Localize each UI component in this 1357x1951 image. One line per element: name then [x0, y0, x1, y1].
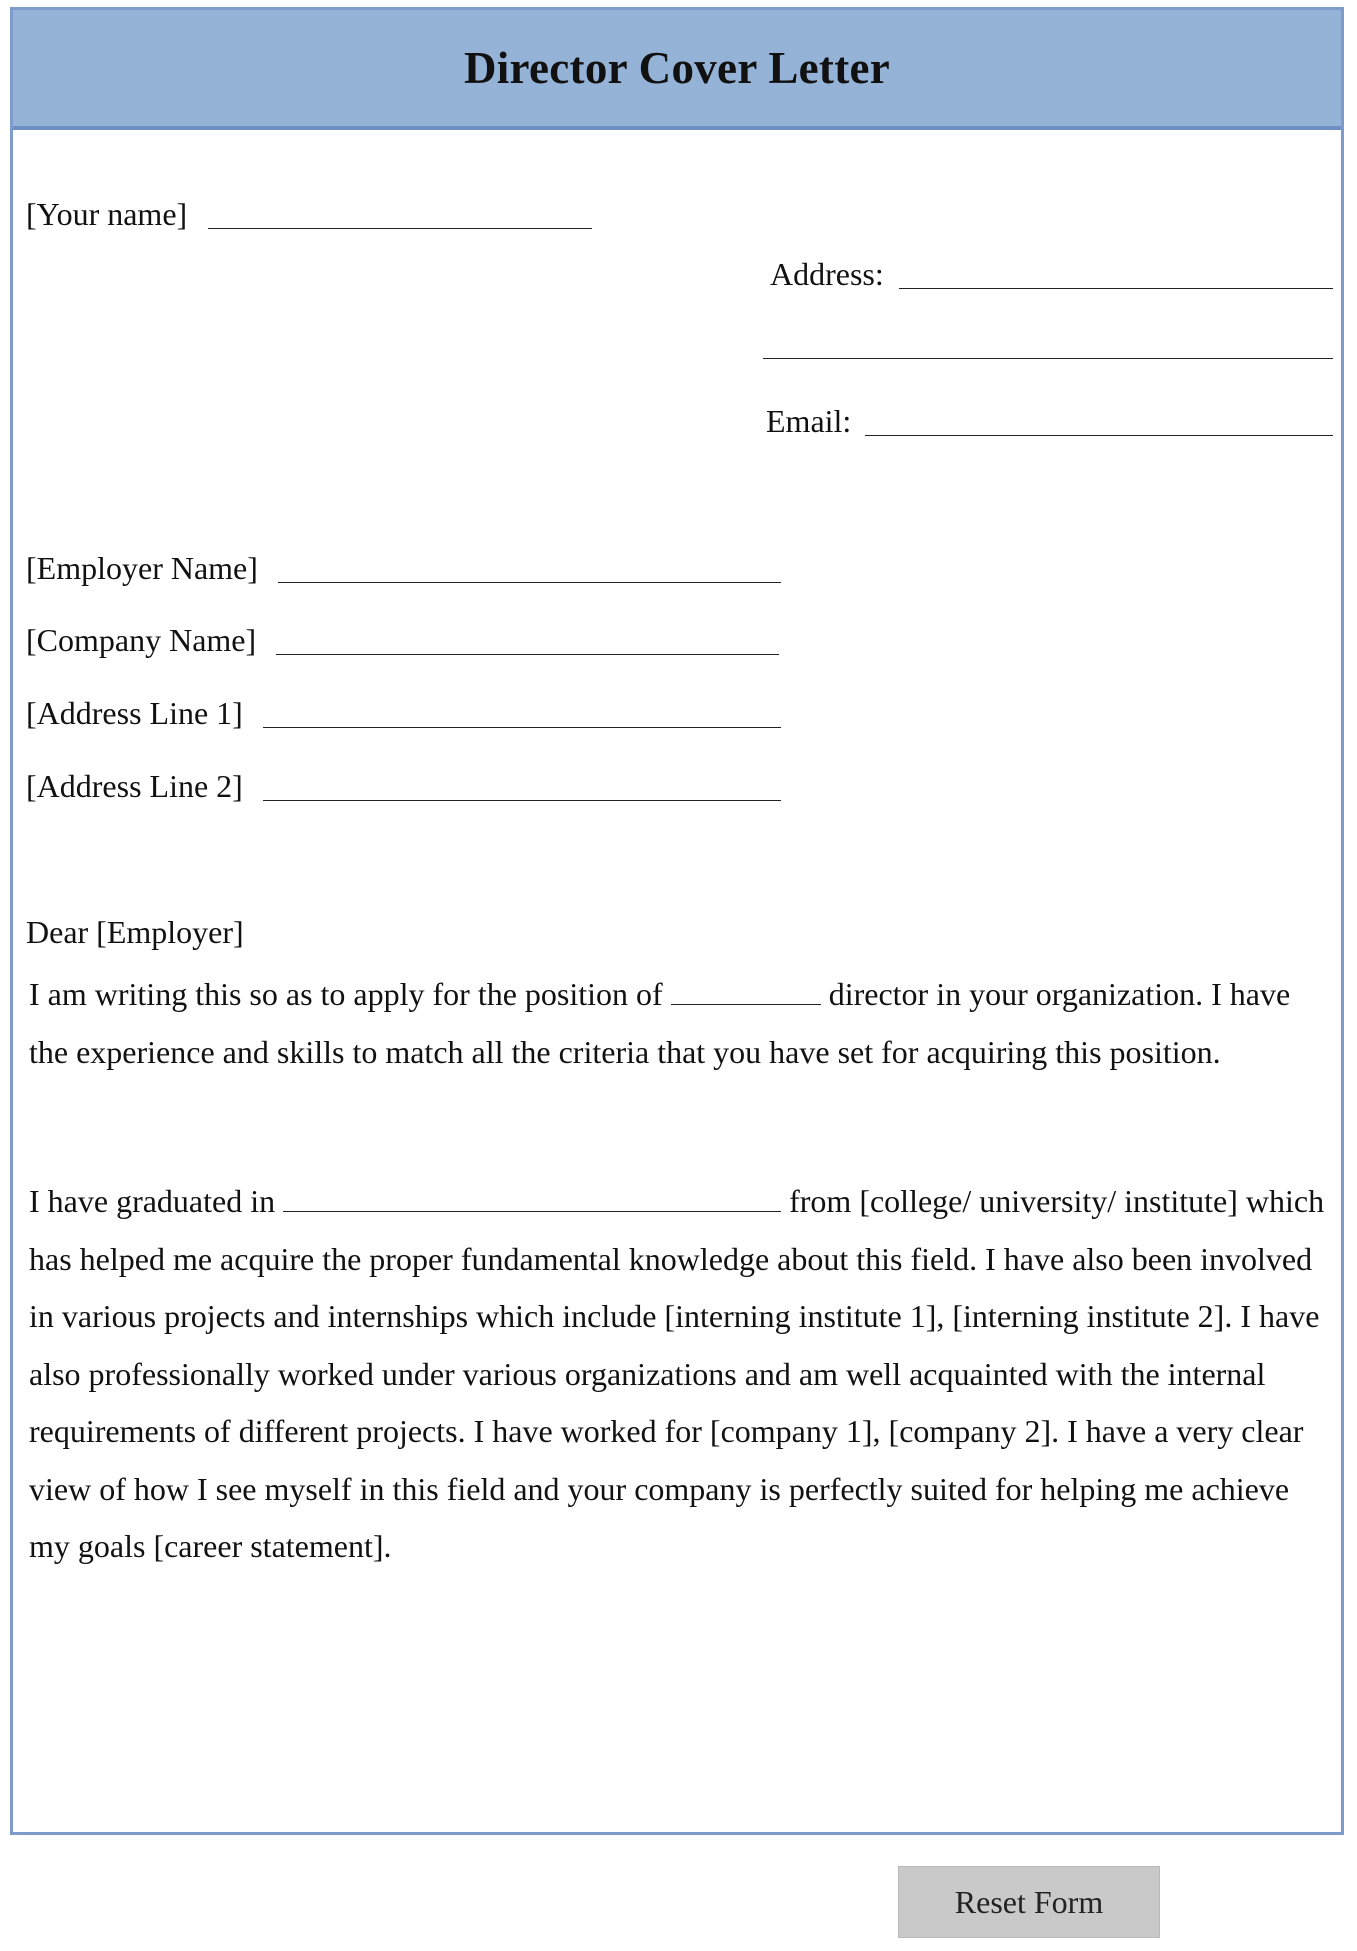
your-name-label: [Your name] [26, 196, 188, 232]
reset-form-button[interactable]: Reset Form [898, 1866, 1160, 1938]
employer-name-input[interactable] [278, 552, 781, 583]
salutation: Dear [Employer] [26, 914, 244, 950]
address-line-1-label: [Address Line 1] [26, 695, 243, 731]
address-input-2[interactable] [763, 328, 1333, 359]
email-input[interactable] [865, 405, 1333, 436]
form-frame [10, 7, 1344, 1835]
title-bar [13, 10, 1341, 130]
address-line-2-label: [Address Line 2] [26, 768, 243, 804]
address-label: Address: [770, 256, 884, 292]
address-input-1[interactable] [899, 258, 1333, 289]
paragraph-2 [29, 1173, 1329, 1576]
paragraph-1-rest: director in your organization. I have the experience and skills to match all the criteria that you have set for acquiring this position. [29, 976, 1291, 1070]
paragraph-1 [29, 966, 1329, 1081]
page-title: Director Cover Letter [463, 43, 891, 93]
your-name-input[interactable] [208, 198, 592, 229]
company-name-label: [Company Name] [26, 622, 257, 658]
position-blank[interactable] [671, 978, 821, 1005]
email-label: Email: [766, 403, 852, 439]
address-line-2-input[interactable] [263, 770, 781, 801]
address-line-1-input[interactable] [263, 697, 781, 728]
degree-blank[interactable] [283, 1185, 781, 1212]
paragraph-2-rest: from [college/ university/ institute] which has helped me acquire the proper fundamental knowledge about this field. I have also been involved in various projects and internships which include [interning institute 1], [interning institute 2]. I have also professionally worked under various organizations and am well acquainted with the internal requirements of different projects. I have worked for [company 1], [company 2]. I have a very clear view of how I see myself in this field and your company is perfectly suited for helping me achieve my goals [career statement]. [29, 1183, 1325, 1564]
company-name-input[interactable] [276, 624, 779, 655]
employer-name-label: [Employer Name] [26, 550, 258, 586]
paragraph-1-intro: I am writing this so as to apply for the position of [29, 976, 663, 1012]
paragraph-2-intro: I have graduated in [29, 1183, 276, 1219]
